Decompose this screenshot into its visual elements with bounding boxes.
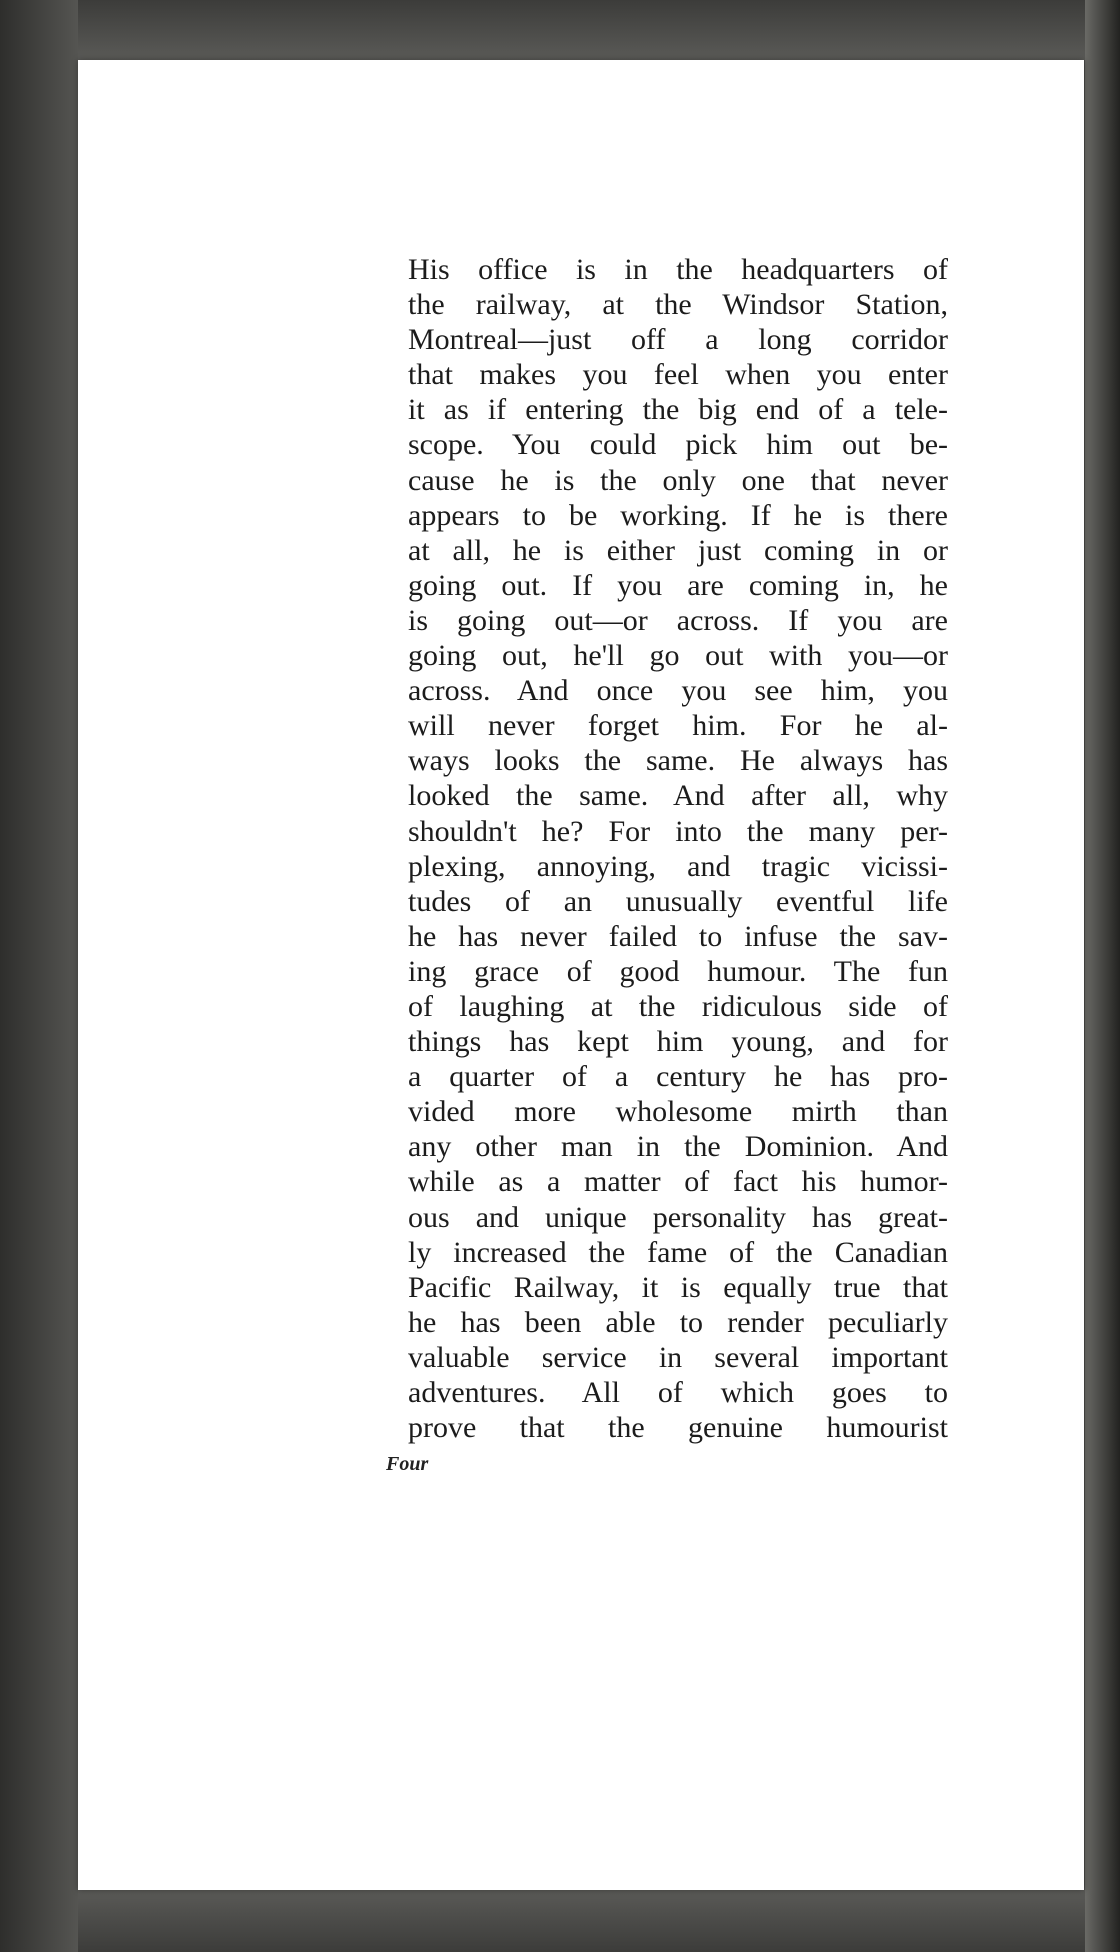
text-line: valuable service in several important (408, 1340, 948, 1374)
text-line: Montreal—just off a long corridor (408, 323, 948, 357)
text-line: going out. If you are coming in, he (408, 568, 948, 602)
text-line: at all, he is either just coming in or (408, 533, 948, 567)
text-line: ly increased the fame of the Canadian (408, 1235, 948, 1269)
text-line: prove that the genuine humourist (408, 1411, 948, 1445)
body-paragraph (408, 252, 948, 1445)
text-line: scope. You could pick him out be- (408, 428, 948, 462)
text-line: looked the same. And after all, why (408, 779, 948, 813)
text-line: ways looks the same. He always has (408, 744, 948, 778)
scan-border-right (1085, 0, 1120, 1952)
text-line: appears to be working. If he is there (408, 498, 948, 532)
text-line: plexing, annoying, and tragic vicissi- (408, 849, 948, 883)
scan-border-top (0, 0, 1120, 60)
text-line: it as if entering the big end of a tele- (408, 393, 948, 427)
text-line: across. And once you see him, you (408, 674, 948, 708)
text-line: ing grace of good humour. The fun (408, 954, 948, 988)
text-line: any other man in the Dominion. And (408, 1130, 948, 1164)
text-line: a quarter of a century he has pro- (408, 1060, 948, 1094)
text-line: will never forget him. For he al- (408, 709, 948, 743)
text-line: going out, he'll go out with you—or (408, 639, 948, 673)
text-line: while as a matter of fact his humor- (408, 1165, 948, 1199)
text-line: shouldn't he? For into the many per- (408, 814, 948, 848)
scan-border-left (0, 0, 78, 1952)
text-line: he has been able to render peculiarly (408, 1305, 948, 1339)
text-line: things has kept him young, and for (408, 1025, 948, 1059)
text-line: is going out—or across. If you are (408, 603, 948, 637)
text-line: cause he is the only one that never (408, 463, 948, 497)
text-line: vided more wholesome mirth than (408, 1095, 948, 1129)
scan-border-bottom (0, 1890, 1120, 1952)
text-line: that makes you feel when you enter (408, 358, 948, 392)
text-line: tudes of an unusually eventful life (408, 884, 948, 918)
text-line: ous and unique personality has great- (408, 1200, 948, 1234)
text-line: adventures. All of which goes to (408, 1376, 948, 1409)
text-line: Pacific Railway, it is equally true that (408, 1270, 948, 1304)
page-number-label: Four (386, 1453, 429, 1475)
text-line: he has never failed to infuse the sav- (408, 919, 948, 953)
book-page (78, 60, 1084, 1890)
text-line: His office is in the headquarters of (408, 253, 948, 286)
text-line: of laughing at the ridiculous side of (408, 989, 948, 1023)
text-line: the railway, at the Windsor Station, (408, 288, 948, 322)
